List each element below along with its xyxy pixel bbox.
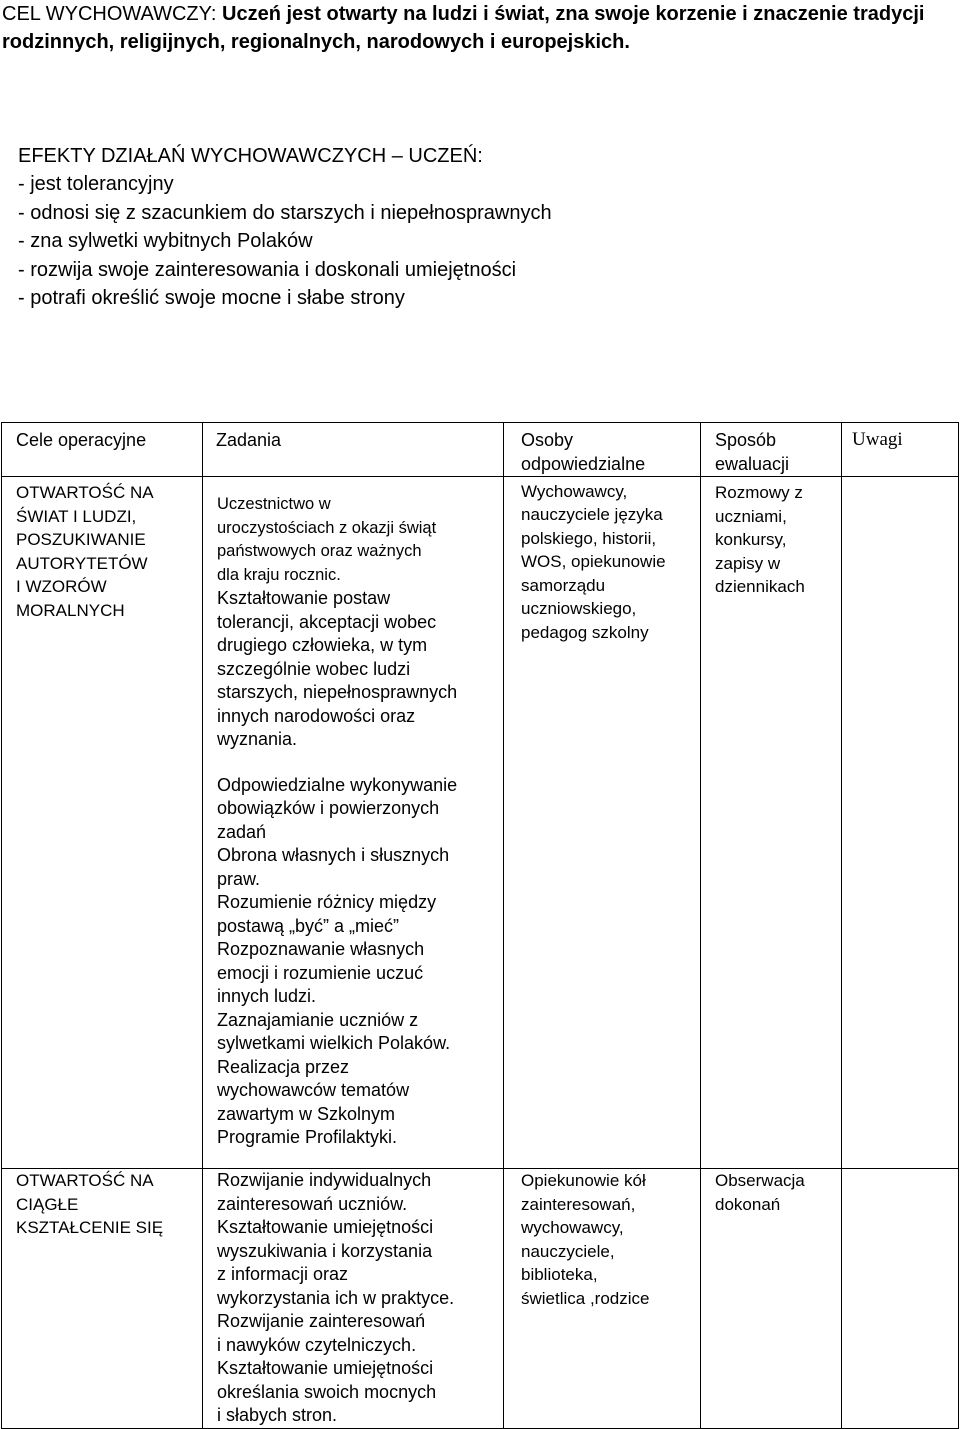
plan-table: [1, 422, 959, 1429]
educational-goal: [2, 0, 952, 56]
cell-osoby: Opiekunowie kół zainteresowań, wychowawcy, nauczyciele, biblioteka, świetlica ,rodzice: [504, 1169, 701, 1429]
goal-text: Uczeń jest otwarty na ludzi i świat, zna swoje korzenie i znaczenie tradycji rodzinnych, religijnych, regionalnych, narodowych i europejskich.: [2, 3, 925, 53]
table-row: [2, 1169, 959, 1429]
header-osoby: Osoby odpowiedzialne: [504, 423, 701, 477]
cell-cel: OTWARTOŚĆ NA CIĄGŁE KSZTAŁCENIE SIĘ: [2, 1169, 203, 1429]
header-zadania: Zadania: [203, 423, 504, 477]
effect-item: - potrafi określić swoje mocne i słabe strony: [18, 287, 405, 310]
header-uwagi: Uwagi: [842, 423, 959, 477]
cell-uwagi: [842, 477, 959, 1169]
table-row: [2, 477, 959, 1169]
goal-label: CEL WYCHOWAWCZY:: [2, 3, 222, 25]
effect-item: - zna sylwetki wybitnych Polaków: [18, 230, 313, 253]
cell-zadania: Rozwijanie indywidualnych zainteresowań uczniów. Kształtowanie umiejętności wyszukiwania i korzystania z informacji oraz wykorzystania ich w praktyce. Rozwijanie zainteresowań i nawyków czytelniczych. Kształtowanie umiejętności określania swoich mocnych i słabych stron.: [203, 1169, 504, 1429]
educational-effects: [18, 142, 948, 312]
cell-cel: OTWARTOŚĆ NA ŚWIAT I LUDZI, POSZUKIWANIE AUTORYTETÓW I WZORÓW MORALNYCH: [2, 477, 203, 1169]
header-cele: Cele operacyjne: [2, 423, 203, 477]
effect-item: - jest tolerancyjny: [18, 173, 174, 196]
header-sposob: Sposób ewaluacji: [701, 423, 842, 477]
table-header-row: [2, 423, 959, 477]
cell-uwagi: [842, 1169, 959, 1429]
effects-heading: EFEKTY DZIAŁAŃ WYCHOWAWCZYCH – UCZEŃ:: [18, 145, 483, 167]
cell-sposob: Rozmowy z uczniami, konkursy, zapisy w dziennikach: [701, 477, 842, 1169]
cell-osoby: Wychowawcy, nauczyciele języka polskiego, historii, WOS, opiekunowie samorządu uczniowskiego, pedagog szkolny: [504, 477, 701, 1169]
cell-sposob: Obserwacja dokonań: [701, 1169, 842, 1429]
cell-zadania: Uczestnictwo w uroczystościach z okazji świąt państwowych oraz ważnych dla kraju rocznic. Kształtowanie postaw tolerancji, akceptacji wobec drugiego człowieka, w tym szczególnie wobec ludzi starszych, niepełnosprawnych innych narodowości oraz wyznania. Odpowiedzialne wykonywanie obowiązków i powierzonych zadań Obrona własnych i słusznych praw. Rozumienie różnicy między postawą „być” a „mieć” Rozpoznawanie własnych emocji i rozumienie uczuć innych ludzi. Zaznajamianie uczniów z sylwetkami wielkich Polaków. Realizacja przez wychowawców tematów zawartym w Szkolnym Programie Profilaktyki.: [203, 477, 504, 1169]
effect-item: - rozwija swoje zainteresowania i doskonali umiejętności: [18, 258, 517, 281]
effect-item: - odnosi się z szacunkiem do starszych i niepełnosprawnych: [18, 201, 552, 224]
